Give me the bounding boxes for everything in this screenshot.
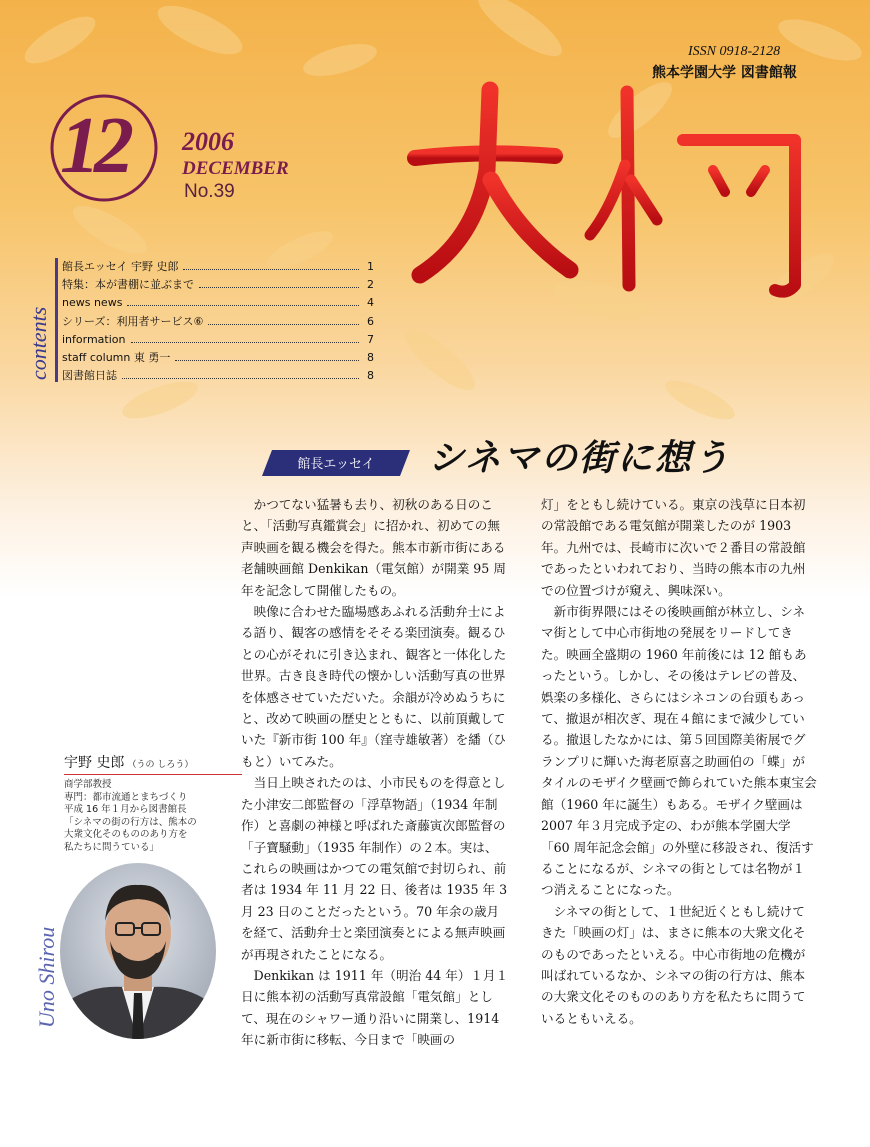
author-romaji-vertical (32, 880, 62, 1030)
toc-leader (183, 269, 359, 270)
toc-item-title: 図書館日誌 (62, 369, 117, 383)
author-rule (64, 774, 242, 775)
issue-month: DECEMBER (182, 158, 289, 179)
author-reading: （うの しろう） (127, 760, 194, 770)
toc-item[interactable] (62, 294, 374, 312)
contents-vertical-label (26, 262, 54, 382)
contents-label-text: contents (26, 306, 51, 380)
toc-item-title: staff column 東 勇一 (62, 350, 171, 364)
author-romaji-text: Uno Shirou (34, 926, 59, 1028)
toc-item[interactable] (62, 331, 374, 349)
issue-no: No.39 (184, 181, 235, 202)
toc-item-title: news news (62, 296, 123, 310)
article-paragraph: 新市街界隈にはその後映画館が林立し、シネマ街として中心市街地の発展をリードしてきた。映画全盛期の 1960 年前後には 12 館もあったという。しかし、その後はテレビの普及、娯楽の多様化、さらにはシネコンの台頭もあって、撤退が相次ぎ、現在４館にまで減少している。撤退したなかには、第５回国際美術展でグランプリに輝いた海老原喜之助画伯の「蝶」がタイルのモザイク壁画で飾られていた熊本東宝会館（1960 年に誕生）もある。モザイク壁画は 2007 年３月完成予定の、わが熊本学園大学「60 周年記念会館」の外壁に移設され、復活することになるが、シネマの街としては名物が１つ消えることになった。 (541, 604, 817, 898)
toc-item-title: 館長エッセイ 宇野 史郎 (62, 260, 179, 273)
toc-item-page: 8 (367, 350, 374, 364)
contents-divider (55, 258, 58, 382)
toc-leader (175, 360, 359, 361)
article-paragraph: Denkikan は 1911 年（明治 44 年）１月１日に熊本初の活動写真常設館「電気館」として、現在のシャワー通り沿いに開業し、1914 年に新市街に移転、今日まで「映画の (241, 967, 509, 1048)
issue-year: 2006 (182, 127, 234, 156)
toc-item-title: information (62, 332, 126, 346)
section-tag (262, 450, 410, 476)
article-title: シネマの街に想う (428, 437, 731, 479)
author-detail: 商学部教授 (64, 779, 112, 790)
toc-item[interactable] (62, 313, 374, 331)
author-detail: 専門：都市流通とまちづくり (64, 791, 188, 803)
toc-item[interactable] (62, 276, 374, 294)
section-tag-text: 館長エッセイ (297, 457, 375, 472)
toc-item[interactable] (62, 349, 374, 367)
article-paragraph: シネマの街として、１世紀近くともし続けてきた「映画の灯」は、まさに熊本の大衆文化そのものであったといえる。中心市街地の危機が叫ばれているなか、シネマの街の行方は、熊本の大衆文化そのもののあり方を私たちに問うているともいえる。 (541, 903, 806, 1026)
toc-item-page: 7 (367, 332, 374, 346)
publication-logo (395, 70, 815, 310)
issue-number: 12 (60, 102, 128, 190)
author-name: 宇野 史郎 (64, 755, 125, 771)
article-column-1 (241, 494, 509, 1051)
toc-item-title: シリーズ：利用者サービス⑥ (62, 314, 204, 328)
table-of-contents (62, 258, 374, 385)
toc-item-page: 6 (367, 314, 374, 328)
toc-leader (199, 287, 359, 288)
article-paragraph: 灯」をともし続けている。東京の浅草に日本初の常設館である電気館が開業したのが 1903 年。九州では、長崎市に次いで２番目の常設館であったといわれており、当時の熊本市の九州での位置づけが窺え、興味深い。 (541, 497, 806, 598)
toc-leader (208, 324, 359, 325)
author-detail: 「シネマの街の行方は、熊本の (64, 816, 197, 828)
issn-label: ISSN 0918-2128 (688, 44, 781, 59)
toc-item-page: 4 (367, 296, 374, 310)
toc-item-page: 8 (367, 369, 374, 383)
toc-leader (131, 342, 360, 343)
publisher-name: 熊本学園大学 図書館報 (652, 65, 797, 81)
author-detail: 平成 16 年１月から図書館長 (64, 804, 187, 815)
toc-leader (127, 305, 359, 306)
article-column-2 (541, 494, 817, 1029)
toc-item-page: 2 (367, 278, 374, 292)
author-detail: 私たちに問うている」 (64, 841, 160, 853)
article-paragraph: 映像に合わせた臨場感あふれる活動弁士による語り、観客の感情をそそる楽団演奏。観るひとの心がそれに引き込まれ、観客と一体化した世界。古き良き時代の懐かしい活動写真の世界を体感させていただいた。余韻が冷めぬうちにと、改めて映画の歴史とともに、以前頂戴していた『新市街 100 年』（窪寺雄敏著）を繙（ひもと）いてみた。 (241, 604, 507, 769)
toc-item-title: 特集：本が書棚に並ぶまで (62, 278, 194, 292)
article-paragraph: 当日上映されたのは、小市民ものを得意とした小津安二郎監督の「浮草物語」（1934 年制作）と喜劇の神様と呼ばれた斎藤寅次郎監督の「子寶騒動」（1935 年制作）の２本。実は、これらの映画はかつての電気館で封切られ、前者は 1934 年 11 月 22 日、後者は 1935 年 3 月 23 日のことだったという。70 年余の歳月を経て、活動弁士と楽団演奏とによる無声映画が再現されたことになる。 (241, 775, 508, 962)
author-profile (64, 752, 242, 854)
toc-item[interactable] (62, 367, 374, 385)
author-detail: 大衆文化そのもののあり方を (64, 829, 188, 840)
toc-leader (122, 378, 359, 379)
author-portrait (58, 861, 218, 1041)
toc-item[interactable] (62, 258, 374, 276)
article-paragraph: かつてない猛暑も去り、初秋のある日のこと、「活動写真鑑賞会」に招かれ、初めての無声映画を観る機会を得た。熊本市新市街にある老舗映画館 Denkikan（電気館）が開業 95 周年を記念して開催したもの。 (241, 497, 506, 598)
toc-item-page: 1 (367, 260, 374, 273)
